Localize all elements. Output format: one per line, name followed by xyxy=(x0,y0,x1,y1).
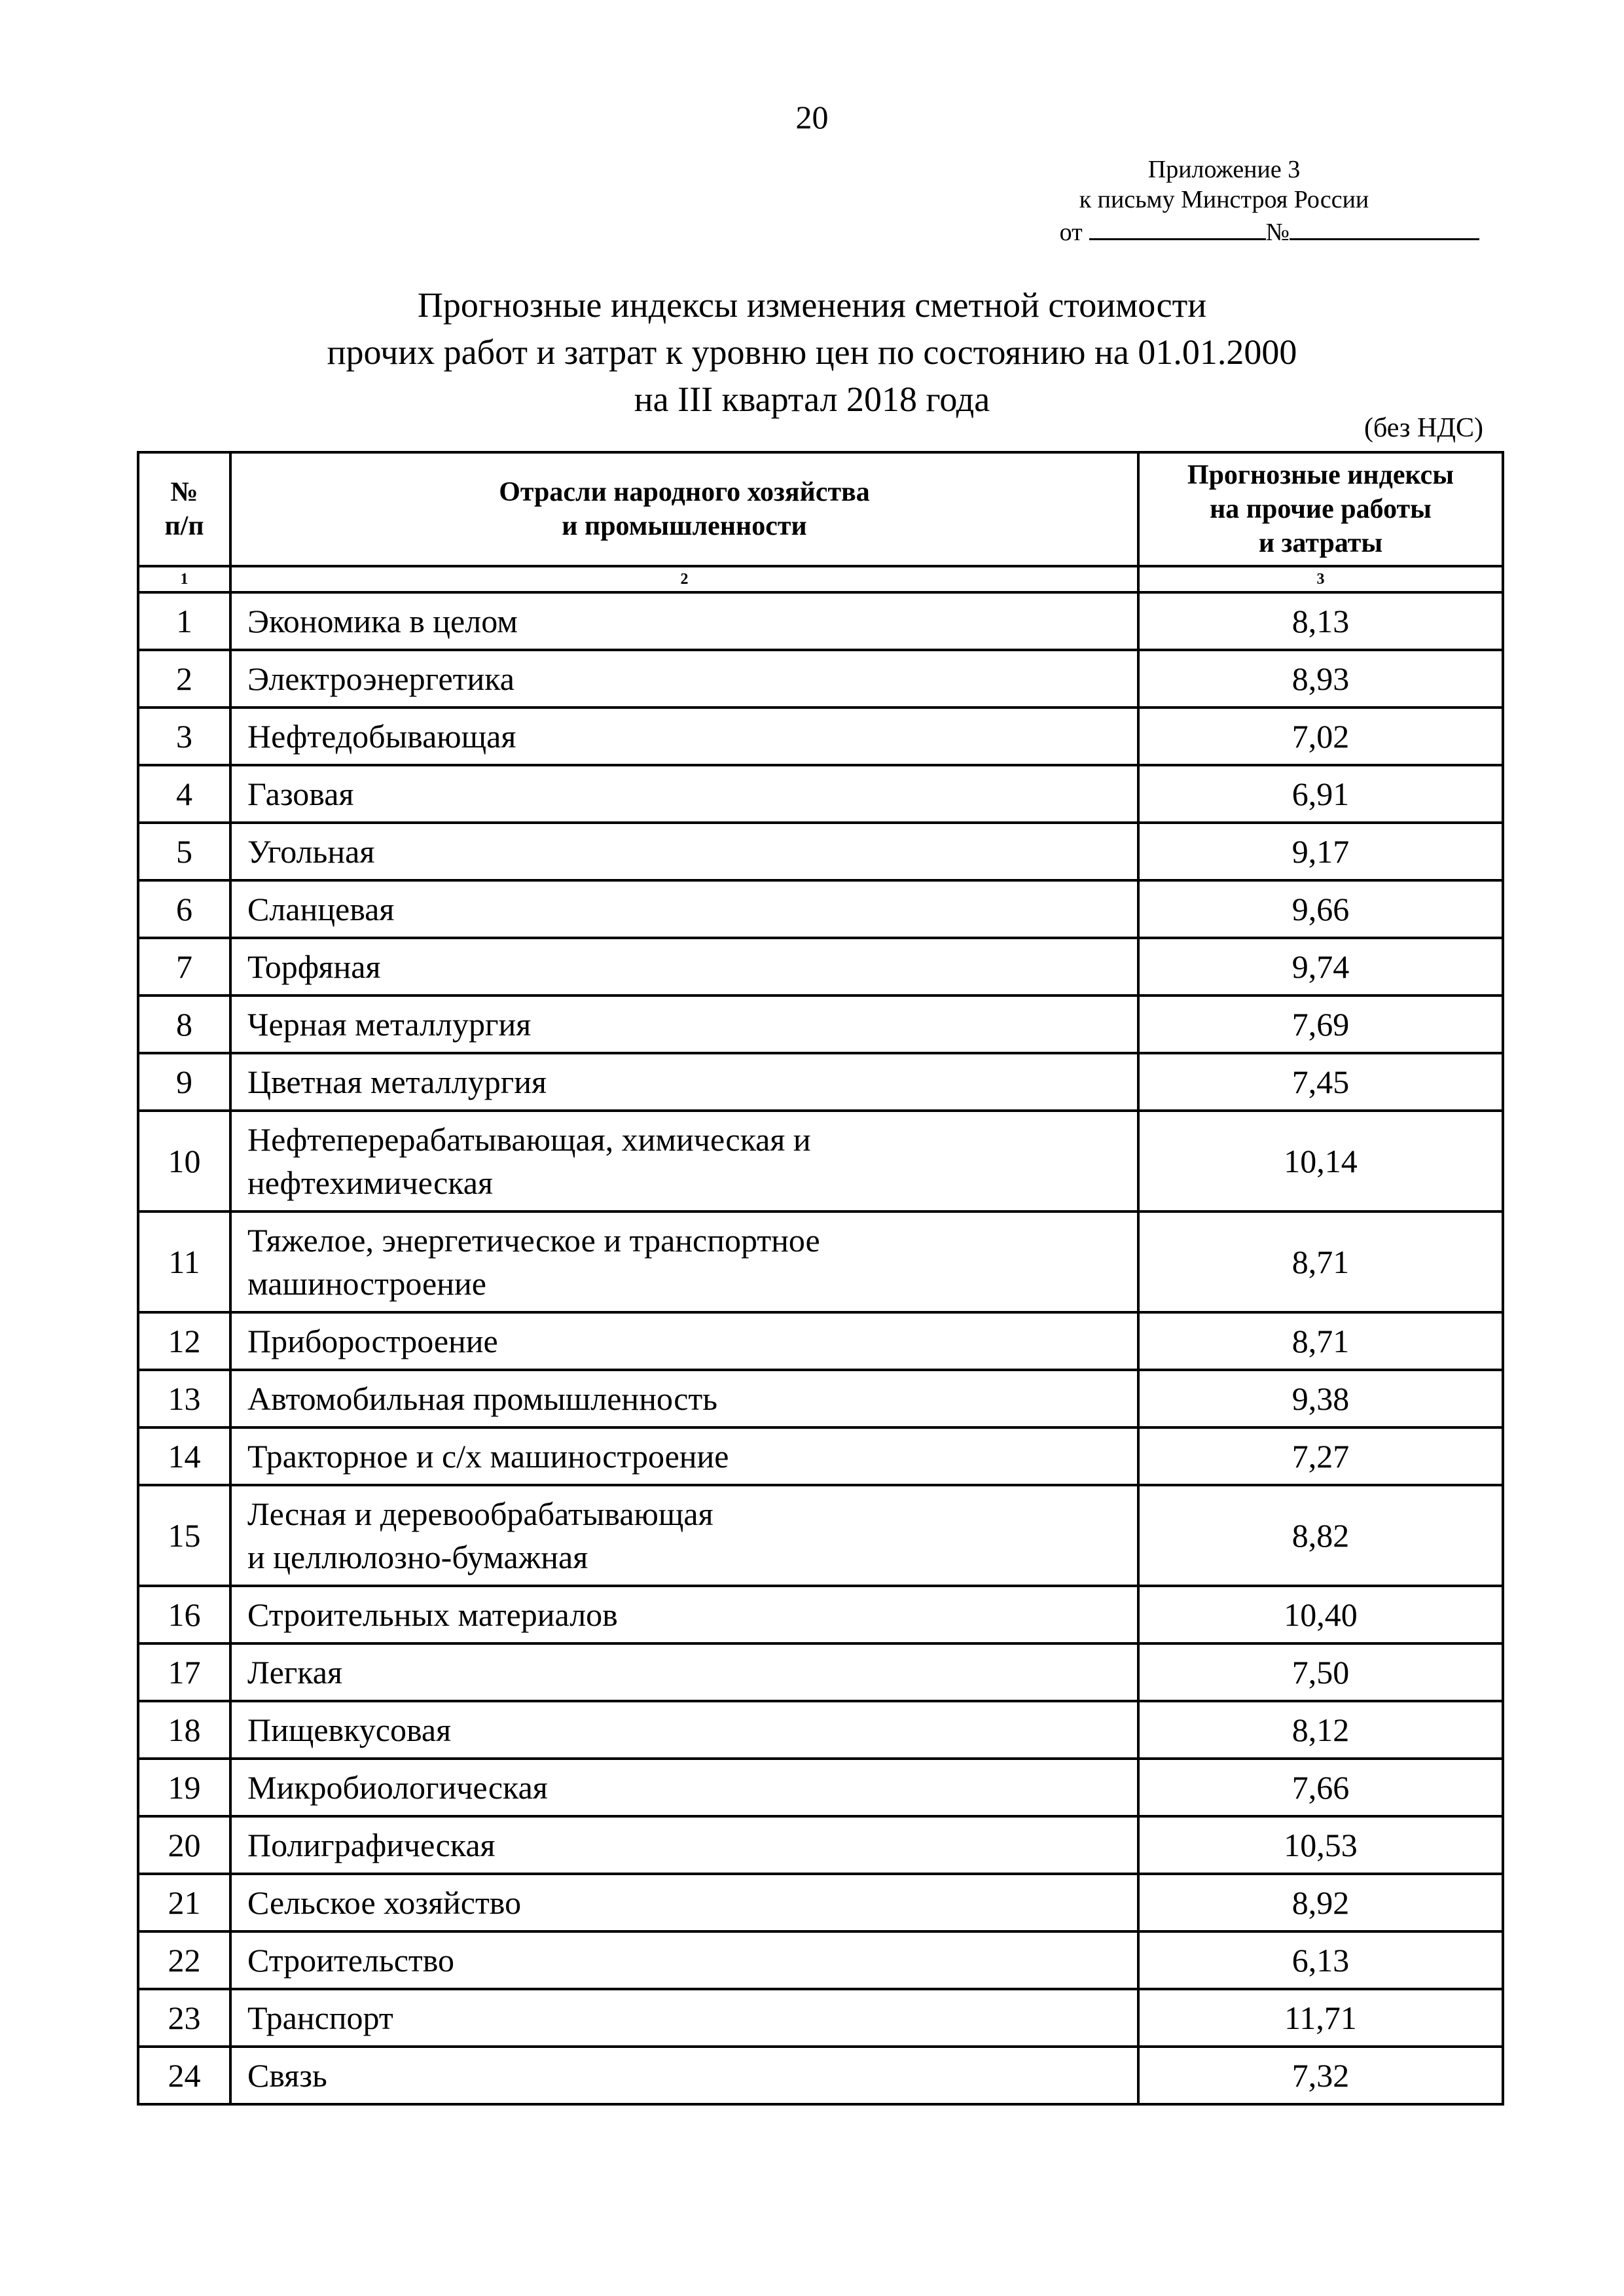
industry-name-line1: Лесная и деревообрабатывающая xyxy=(247,1496,713,1532)
row-number: 5 xyxy=(138,823,230,880)
row-index-value: 7,69 xyxy=(1138,996,1503,1053)
row-industry-name xyxy=(230,1427,1138,1485)
industry-name-line1: Транспорт xyxy=(247,2000,393,2036)
table-row xyxy=(138,1701,1503,1759)
table-row xyxy=(138,1989,1503,2047)
row-index-value: 8,71 xyxy=(1138,1312,1503,1370)
title-line2: прочих работ и затрат к уровню цен по состоянию на 01.01.2000 xyxy=(327,332,1297,372)
industry-name-line1: Электроэнергетика xyxy=(247,660,514,697)
row-industry-name xyxy=(230,2047,1138,2104)
table-row xyxy=(138,1586,1503,1643)
industry-name-line1: Микробиологическая xyxy=(247,1769,548,1806)
row-index-value: 7,32 xyxy=(1138,2047,1503,2104)
table-row xyxy=(138,1874,1503,1931)
row-index-value: 11,71 xyxy=(1138,1989,1503,2047)
row-number: 9 xyxy=(138,1053,230,1111)
industry-name-line1: Связь xyxy=(247,2057,327,2094)
table-row xyxy=(138,1643,1503,1701)
table-row xyxy=(138,1312,1503,1370)
row-index-value: 9,38 xyxy=(1138,1370,1503,1427)
date-blank xyxy=(1089,215,1266,240)
row-industry-name xyxy=(230,1485,1138,1586)
industry-name-line1: Сланцевая xyxy=(247,891,395,927)
row-index-value: 6,91 xyxy=(1138,765,1503,823)
row-number: 19 xyxy=(138,1759,230,1816)
vat-note: (без НДС) xyxy=(1363,413,1483,443)
row-industry-name xyxy=(230,1874,1138,1931)
row-index-value: 10,53 xyxy=(1138,1816,1503,1874)
table-row xyxy=(138,823,1503,880)
industry-name-line1: Тракторное и с/х машиностроение xyxy=(247,1438,729,1475)
row-industry-name xyxy=(230,880,1138,938)
row-number: 16 xyxy=(138,1586,230,1643)
industry-name-line1: Тяжелое, энергетическое и транспортное xyxy=(247,1222,820,1259)
row-industry-name xyxy=(230,1586,1138,1643)
industry-name-line1: Строительных материалов xyxy=(247,1596,618,1633)
row-index-value: 8,82 xyxy=(1138,1485,1503,1586)
table-row xyxy=(138,708,1503,765)
row-industry-name xyxy=(230,1989,1138,2047)
row-industry-name xyxy=(230,823,1138,880)
column-number: 2 xyxy=(230,566,1138,592)
row-industry-name xyxy=(230,1643,1138,1701)
row-index-value: 7,27 xyxy=(1138,1427,1503,1485)
row-index-value: 8,92 xyxy=(1138,1874,1503,1931)
header-industry-line1: Отрасли народного хозяйства xyxy=(499,477,870,507)
header-index-line1: Прогнозные индексы xyxy=(1187,460,1454,490)
row-number: 11 xyxy=(138,1211,230,1312)
row-industry-name xyxy=(230,1759,1138,1816)
row-index-value: 9,17 xyxy=(1138,823,1503,880)
row-index-value: 8,93 xyxy=(1138,650,1503,708)
header-industry-line2: и промышленности xyxy=(562,511,807,541)
row-number: 17 xyxy=(138,1643,230,1701)
number-blank xyxy=(1290,215,1479,240)
table-row xyxy=(138,996,1503,1053)
row-index-value: 10,40 xyxy=(1138,1586,1503,1643)
row-industry-name xyxy=(230,1053,1138,1111)
row-industry-name xyxy=(230,996,1138,1053)
document-title xyxy=(0,281,1624,423)
row-number: 4 xyxy=(138,765,230,823)
row-industry-name xyxy=(230,1701,1138,1759)
row-industry-name xyxy=(230,1211,1138,1312)
column-numbers-row xyxy=(138,566,1503,592)
row-index-value: 7,50 xyxy=(1138,1643,1503,1701)
column-number: 1 xyxy=(138,566,230,592)
industry-name-line1: Легкая xyxy=(247,1654,342,1691)
table-row xyxy=(138,1931,1503,1989)
date-prefix: от xyxy=(1059,219,1083,246)
industry-name-line2: нефтехимическая xyxy=(247,1164,493,1201)
row-index-value: 6,13 xyxy=(1138,1931,1503,1989)
row-number: 8 xyxy=(138,996,230,1053)
row-industry-name xyxy=(230,1370,1138,1427)
appendix-dateline xyxy=(1021,215,1479,247)
row-industry-name xyxy=(230,650,1138,708)
industry-name-line1: Строительство xyxy=(247,1942,455,1979)
row-number: 3 xyxy=(138,708,230,765)
table-row xyxy=(138,2047,1503,2104)
industry-name-line1: Черная металлургия xyxy=(247,1006,532,1043)
industry-name-line2: машиностроение xyxy=(247,1265,486,1302)
industry-name-line1: Сельское хозяйство xyxy=(247,1884,522,1921)
table-row xyxy=(138,1370,1503,1427)
row-number: 21 xyxy=(138,1874,230,1931)
header-num-line1: № xyxy=(170,477,198,507)
row-industry-name xyxy=(230,592,1138,650)
row-number: 18 xyxy=(138,1701,230,1759)
industry-name-line1: Торфяная xyxy=(247,948,381,985)
table-header-row xyxy=(138,452,1503,566)
row-number: 24 xyxy=(138,2047,230,2104)
row-number: 10 xyxy=(138,1111,230,1211)
row-number: 2 xyxy=(138,650,230,708)
table-row xyxy=(138,1427,1503,1485)
row-index-value: 8,13 xyxy=(1138,592,1503,650)
row-industry-name xyxy=(230,765,1138,823)
title-line3: на III квартал 2018 года xyxy=(634,380,990,419)
table-row xyxy=(138,880,1503,938)
industry-name-line1: Пищевкусовая xyxy=(247,1712,452,1748)
appendix-line2: к письму Минстроя России xyxy=(1079,186,1369,213)
row-index-value: 8,71 xyxy=(1138,1211,1503,1312)
row-index-value: 9,74 xyxy=(1138,938,1503,996)
header-index-line3: и затраты xyxy=(1258,528,1383,558)
row-index-value: 7,02 xyxy=(1138,708,1503,765)
row-number: 14 xyxy=(138,1427,230,1485)
table-row xyxy=(138,1111,1503,1211)
row-number: 1 xyxy=(138,592,230,650)
row-index-value: 7,66 xyxy=(1138,1759,1503,1816)
industry-name-line1: Нефтедобывающая xyxy=(247,718,516,755)
header-num xyxy=(138,452,230,566)
table-row xyxy=(138,1485,1503,1586)
table-row xyxy=(138,1053,1503,1111)
row-industry-name xyxy=(230,1816,1138,1874)
row-industry-name xyxy=(230,1312,1138,1370)
header-industry xyxy=(230,452,1138,566)
industry-name-line1: Экономика в целом xyxy=(247,603,518,639)
industry-name-line1: Приборостроение xyxy=(247,1323,498,1359)
industry-name-line1: Цветная металлургия xyxy=(247,1064,547,1100)
row-number: 6 xyxy=(138,880,230,938)
header-num-line2: п/п xyxy=(164,511,204,541)
industry-name-line1: Угольная xyxy=(247,833,375,870)
row-industry-name xyxy=(230,1931,1138,1989)
table-row xyxy=(138,1211,1503,1312)
industry-name-line1: Нефтеперерабатывающая, химическая и xyxy=(247,1121,811,1158)
table-row xyxy=(138,765,1503,823)
industry-name-line2: и целлюлозно-бумажная xyxy=(247,1539,588,1575)
industry-name-line1: Полиграфическая xyxy=(247,1827,496,1863)
row-index-value: 10,14 xyxy=(1138,1111,1503,1211)
number-sign: № xyxy=(1265,219,1290,246)
table-row xyxy=(138,938,1503,996)
industry-name-line1: Газовая xyxy=(247,776,354,812)
table-row xyxy=(138,1816,1503,1874)
column-number: 3 xyxy=(1138,566,1503,592)
row-number: 23 xyxy=(138,1989,230,2047)
row-industry-name xyxy=(230,938,1138,996)
row-index-value: 7,45 xyxy=(1138,1053,1503,1111)
title-line1: Прогнозные индексы изменения сметной стоимости xyxy=(417,285,1207,325)
row-number: 22 xyxy=(138,1931,230,1989)
index-table xyxy=(137,451,1504,2106)
appendix-block xyxy=(1021,154,1427,247)
header-index-line2: на прочие работы xyxy=(1210,494,1432,524)
row-index-value: 8,12 xyxy=(1138,1701,1503,1759)
table-row xyxy=(138,592,1503,650)
row-number: 20 xyxy=(138,1816,230,1874)
header-index xyxy=(1138,452,1503,566)
row-number: 13 xyxy=(138,1370,230,1427)
industry-name-line1: Автомобильная промышленность xyxy=(247,1380,718,1417)
row-number: 7 xyxy=(138,938,230,996)
row-number: 15 xyxy=(138,1485,230,1586)
row-industry-name xyxy=(230,1111,1138,1211)
table-row xyxy=(138,650,1503,708)
table-row xyxy=(138,1759,1503,1816)
row-industry-name xyxy=(230,708,1138,765)
row-index-value: 9,66 xyxy=(1138,880,1503,938)
page-number: 20 xyxy=(795,99,829,135)
row-number: 12 xyxy=(138,1312,230,1370)
appendix-line1: Приложение 3 xyxy=(1147,156,1301,183)
